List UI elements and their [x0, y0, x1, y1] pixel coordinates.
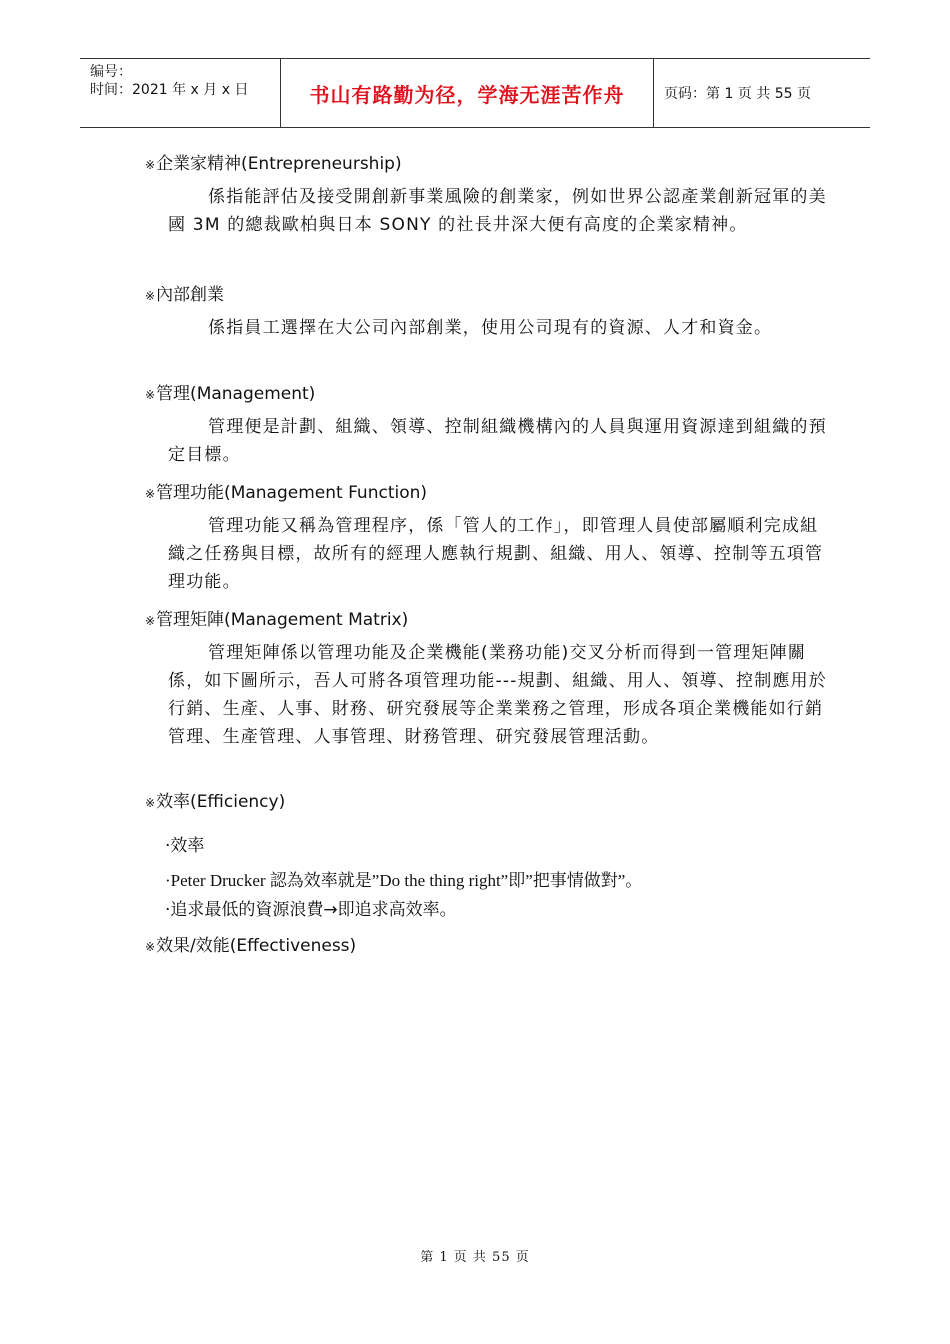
section-heading-management-matrix: [145, 608, 408, 633]
section-heading-efficiency: [145, 790, 285, 815]
section-title: 企業家精神(Entrepreneurship): [156, 154, 402, 174]
section-body-management-function: [168, 512, 828, 596]
section-text: 係指能評估及接受開創新事業風險的創業家，例如世界公認產業創新冠軍的美國 3M 的總裁歐柏與日本 SONY 的社長井深大便有高度的企業家精神。: [168, 187, 827, 235]
section-title: 管理(Management): [156, 384, 316, 404]
section-body-management: [168, 413, 828, 469]
efficiency-bullet-2: ·Peter Drucker 認為效率就是”Do the thing right”即”把事情做對”。: [165, 871, 643, 890]
section-title: 內部創業: [156, 285, 225, 305]
reference-mark: ※: [145, 940, 156, 954]
reference-mark: ※: [145, 289, 156, 303]
reference-mark: ※: [145, 487, 156, 501]
page-footer: 第 1 页 共 55 页: [420, 1250, 530, 1265]
section-heading-effectiveness: [145, 934, 356, 959]
header-page-info: 页码：第 1 页 共 55 页: [664, 86, 811, 102]
section-text: 管理便是計劃、組織、領導、控制組織機構內的人員與運用資源達到組織的預定目標。: [168, 417, 827, 465]
section-title: 管理矩陣(Management Matrix): [156, 610, 409, 630]
section-text: 係指員工選擇在大公司內部創業，使用公司現有的資源、人才和資金。: [208, 318, 773, 338]
section-heading-internal-venture: [145, 283, 224, 308]
reference-mark: ※: [145, 796, 156, 810]
reference-mark: ※: [145, 614, 156, 628]
section-text: 管理功能又稱為管理程序，係「管人的工作」，即管理人員使部屬順利完成組織之任務與目標，故所有的經理人應執行規劃、組織、用人、領導、控制等五項管理功能。: [168, 516, 824, 592]
section-text: 管理矩陣係以管理功能及企業機能(業務功能)交叉分析而得到一管理矩陣關係，如下圖所示，吾人可將各項管理功能---規劃、組織、用人、領導、控制應用於行銷、生產、人事、財務、研究發展等企業業務之管理，形成各項企業機能如行銷管理、生產管理、人事管理、財務管理、研究發展管理活動。: [168, 643, 828, 747]
section-body-entrepreneurship: [168, 183, 828, 239]
efficiency-bullet-1: ·效率: [165, 836, 205, 856]
header-motto: 书山有路勤为径，学海无涯苦作舟: [280, 59, 654, 127]
section-body-internal-venture: [168, 314, 828, 342]
section-title: 效率(Efficiency): [156, 792, 286, 812]
document-time-label: 时间：2021 年 x 月 x 日: [90, 82, 249, 98]
reference-mark: ※: [145, 388, 156, 402]
section-title: 管理功能(Management Function): [156, 483, 428, 503]
section-title: 效果/效能(Effectiveness): [156, 936, 357, 956]
section-heading-management-function: [145, 481, 427, 506]
section-heading-management: [145, 382, 315, 407]
section-body-management-matrix: [168, 639, 828, 751]
efficiency-bullet-3: ·追求最低的資源浪費→即追求高效率。: [165, 900, 457, 920]
section-heading-entrepreneurship: [145, 152, 402, 177]
page-header: [80, 58, 870, 128]
document-number-label: 编号：: [90, 64, 132, 80]
header-meta: [80, 59, 280, 127]
reference-mark: ※: [145, 158, 156, 172]
